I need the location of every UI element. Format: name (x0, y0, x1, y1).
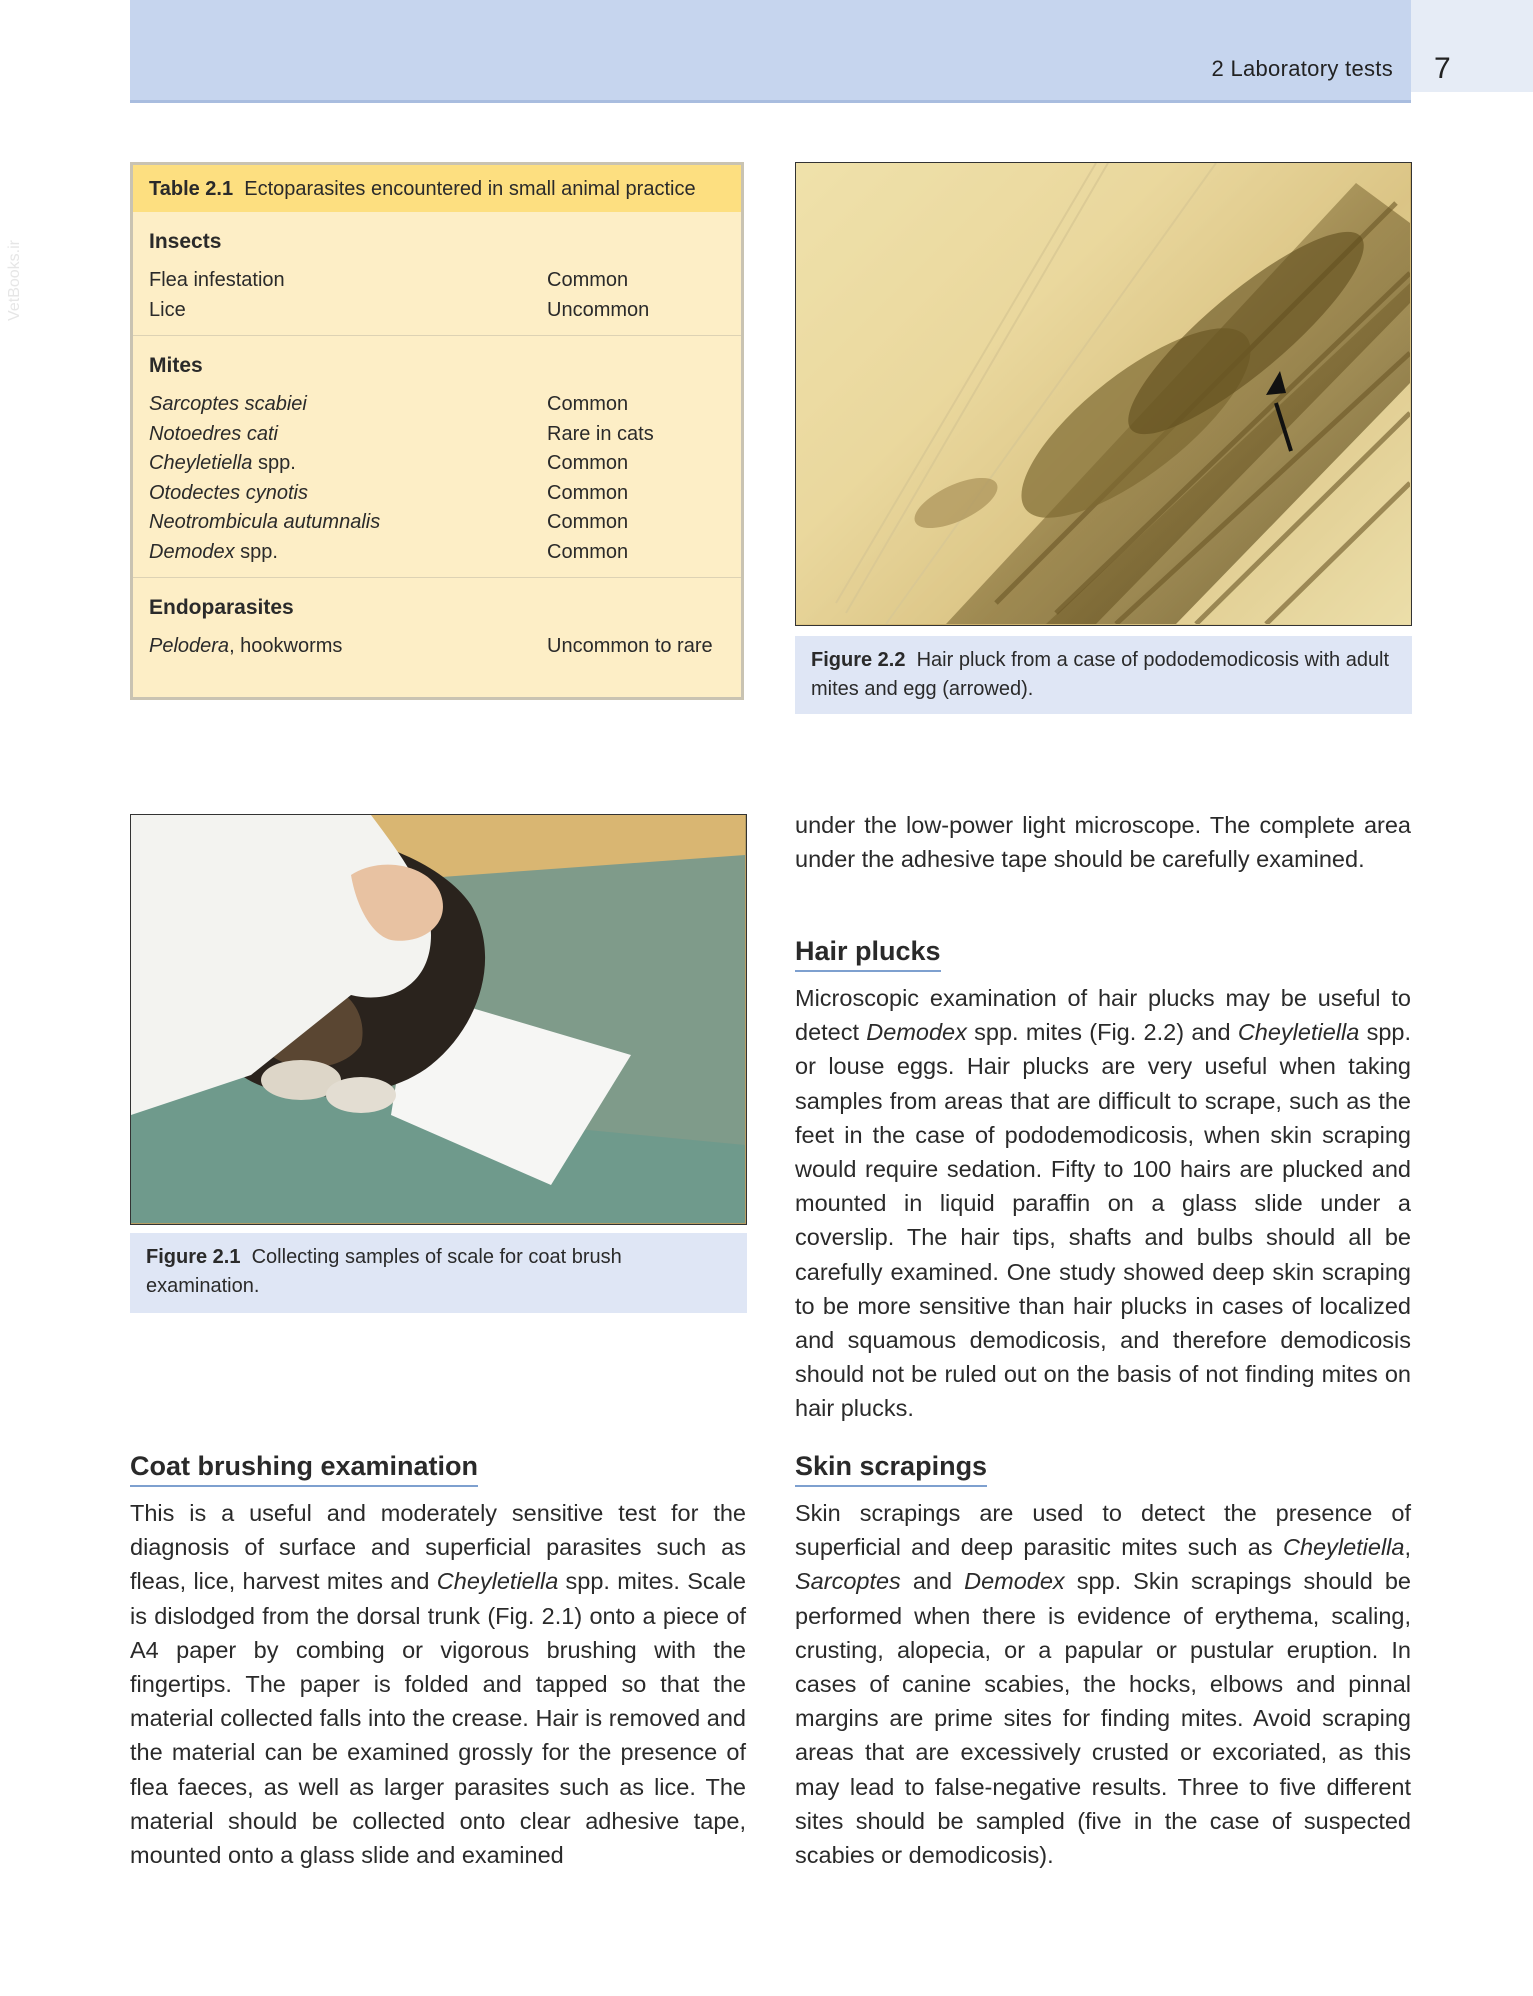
parasite-name-suffix: , hookworms (229, 635, 343, 657)
figure-2-2-image (795, 162, 1412, 626)
table-section (133, 336, 741, 578)
table-cell-parasite (149, 632, 547, 662)
text-run: spp. or louse eggs. Hair plucks are very useful when taking samples from areas that are difficult to scrape, such as the feet in the case of pododemodicosis, when skin scraping would require sedation. Fifty to 100 hairs are plucked and mounted in liquid paraffin on a glass slide under a coverslip. The hair tips, shafts and bulbs should all be carefully examined. One study showed deep skin scraping to be more sensitive than hair plucks in cases of localized and squamous demodicosis, and therefore demodicosis should not be ruled out on the basis of not finding mites on hair plucks. (795, 1019, 1411, 1422)
table-cell-parasite (149, 479, 547, 509)
text-italic: Cheyletiella (1282, 1534, 1405, 1561)
table-row (149, 390, 725, 420)
text-run: spp. mites (Fig. 2.2) and (966, 1019, 1238, 1046)
text-run: , (1404, 1534, 1411, 1561)
table-section-title: Mites (149, 354, 203, 377)
parasite-name: Demodex (149, 540, 235, 563)
table-cell-frequency: Common (547, 511, 629, 533)
hair-plucks-heading: Hair plucks (795, 936, 941, 972)
table-cell-frequency: Rare in cats (547, 422, 654, 445)
table-cell-parasite (149, 538, 547, 568)
parasite-name: Sarcoptes scabiei (149, 393, 307, 415)
hair-plucks-paragraph (795, 981, 1411, 1426)
table-row (149, 632, 725, 662)
parasite-name-suffix: spp. (252, 452, 296, 474)
hair-plucks-text (795, 981, 1411, 1426)
page-number: 7 (1434, 52, 1451, 85)
table-cell-frequency: Common (547, 481, 629, 504)
text-italic: Demodex (964, 1568, 1065, 1595)
text-italic: Cheyletiella (436, 1568, 559, 1595)
table-row (149, 538, 725, 568)
text-italic: Sarcoptes (795, 1568, 901, 1595)
figure-2-1-label: Figure 2.1 (146, 1246, 241, 1268)
text-run: This is a useful and moderately sensitive test for the diagnosis of surface and superficial parasites such as fleas, lice, harvest mites and (130, 1500, 746, 1595)
microscope-image (796, 163, 1410, 624)
skin-scrapings-paragraph (795, 1496, 1411, 1872)
text-italic: Cheyletiella (1237, 1019, 1360, 1046)
coat-brushing-text (130, 1496, 746, 1872)
cat-photo (131, 815, 745, 1223)
table-cell-frequency: Common (547, 452, 629, 474)
table-section-title: Endoparasites (149, 596, 294, 619)
table-cell-parasite (149, 390, 547, 420)
table-section-title: Insects (149, 230, 222, 253)
header-band (130, 0, 1411, 103)
watermark: VetBooks.ir (6, 240, 23, 321)
text-run: spp. Skin scrapings should be performed when there is evidence of erythema, scaling, crusting, alopecia, or a papular or pustular eruption. In cases of canine scabies, the hocks, elbows and pinnal margins are prime sites for finding mites. Avoid scraping areas that are excessively crusted or excoriated, as this may lead to false-negative results. Three to five different sites should be sampled (five in the case of suspected scabies or demodicosis). (795, 1568, 1411, 1869)
text-run: and (900, 1568, 965, 1595)
figure-2-1-caption (130, 1233, 747, 1313)
text-run: Microscopic examination of hair plucks may be useful to detect (795, 985, 1411, 1046)
table-cell-parasite (149, 508, 547, 538)
table-row (149, 508, 725, 538)
text-run: Skin scrapings are used to detect the presence of superficial and deep parasitic mites such as (795, 1500, 1411, 1561)
table-row (149, 296, 725, 326)
table-row (149, 420, 725, 450)
text-italic: Demodex (866, 1019, 967, 1046)
ectoparasites-table (130, 162, 744, 700)
table-cell-parasite (149, 296, 547, 326)
table-cell-parasite (149, 449, 547, 479)
right-col-top-text (795, 808, 1411, 876)
coat-brushing-heading: Coat brushing examination (130, 1451, 478, 1487)
table-cell-parasite (149, 266, 547, 296)
table-section (133, 578, 741, 672)
table-caption (133, 165, 741, 212)
table-cell-frequency: Common (547, 393, 629, 415)
skin-scrapings-heading: Skin scrapings (795, 1451, 987, 1487)
coat-brushing-paragraph (130, 1496, 746, 1872)
figure-2-1-image (130, 814, 747, 1225)
table-row (149, 449, 725, 479)
parasite-name: Neotrombicula autumnalis (149, 511, 381, 533)
parasite-name: Lice (149, 298, 186, 321)
table-caption-text: Ectoparasites encountered in small animal practice (244, 178, 696, 200)
table-label: Table 2.1 (149, 178, 234, 200)
table-cell-frequency: Common (547, 540, 629, 563)
figure-2-2-caption-text: Hair pluck from a case of pododemodicosis with adult mites and egg (arrowed). (811, 649, 1390, 700)
running-head: 2 Laboratory tests (1211, 56, 1393, 81)
parasite-name: Flea infestation (149, 269, 285, 291)
parasite-name: Cheyletiella (149, 452, 253, 474)
table-section (133, 212, 741, 336)
figure-2-2-label: Figure 2.2 (811, 649, 906, 671)
table-cell-frequency: Uncommon to rare (547, 635, 713, 657)
text-run: spp. mites. Scale is dislodged from the dorsal trunk (Fig. 2.1) onto a piece of A4 paper by combing or vigorous brushing with the fingertips. The paper is folded and tapped so that the material collected falls into the crease. Hair is removed and the material can be examined grossly for the presence of flea faeces, as well as larger parasites such as lice. The material should be collected onto clear adhesive tape, mounted onto a glass slide and examined (130, 1568, 746, 1869)
parasite-name: Notoedres cati (149, 422, 278, 445)
parasite-name: Pelodera (149, 635, 230, 657)
parasite-name-suffix: spp. (234, 540, 278, 563)
table-row (149, 479, 725, 509)
table-cell-parasite (149, 420, 547, 450)
table-row (149, 266, 725, 296)
header-tab (1411, 0, 1533, 92)
continued-paragraph: under the low-power light microscope. The complete area under the adhesive tape should be carefully examined. (795, 812, 1411, 873)
skin-scrapings-text (795, 1496, 1411, 1872)
parasite-name: Otodectes cynotis (149, 481, 308, 504)
figure-2-1-caption-text: Collecting samples of scale for coat brush examination. (146, 1246, 622, 1297)
table-cell-frequency: Uncommon (547, 298, 650, 321)
figure-2-2-caption (795, 636, 1412, 714)
table-cell-frequency: Common (547, 269, 629, 291)
